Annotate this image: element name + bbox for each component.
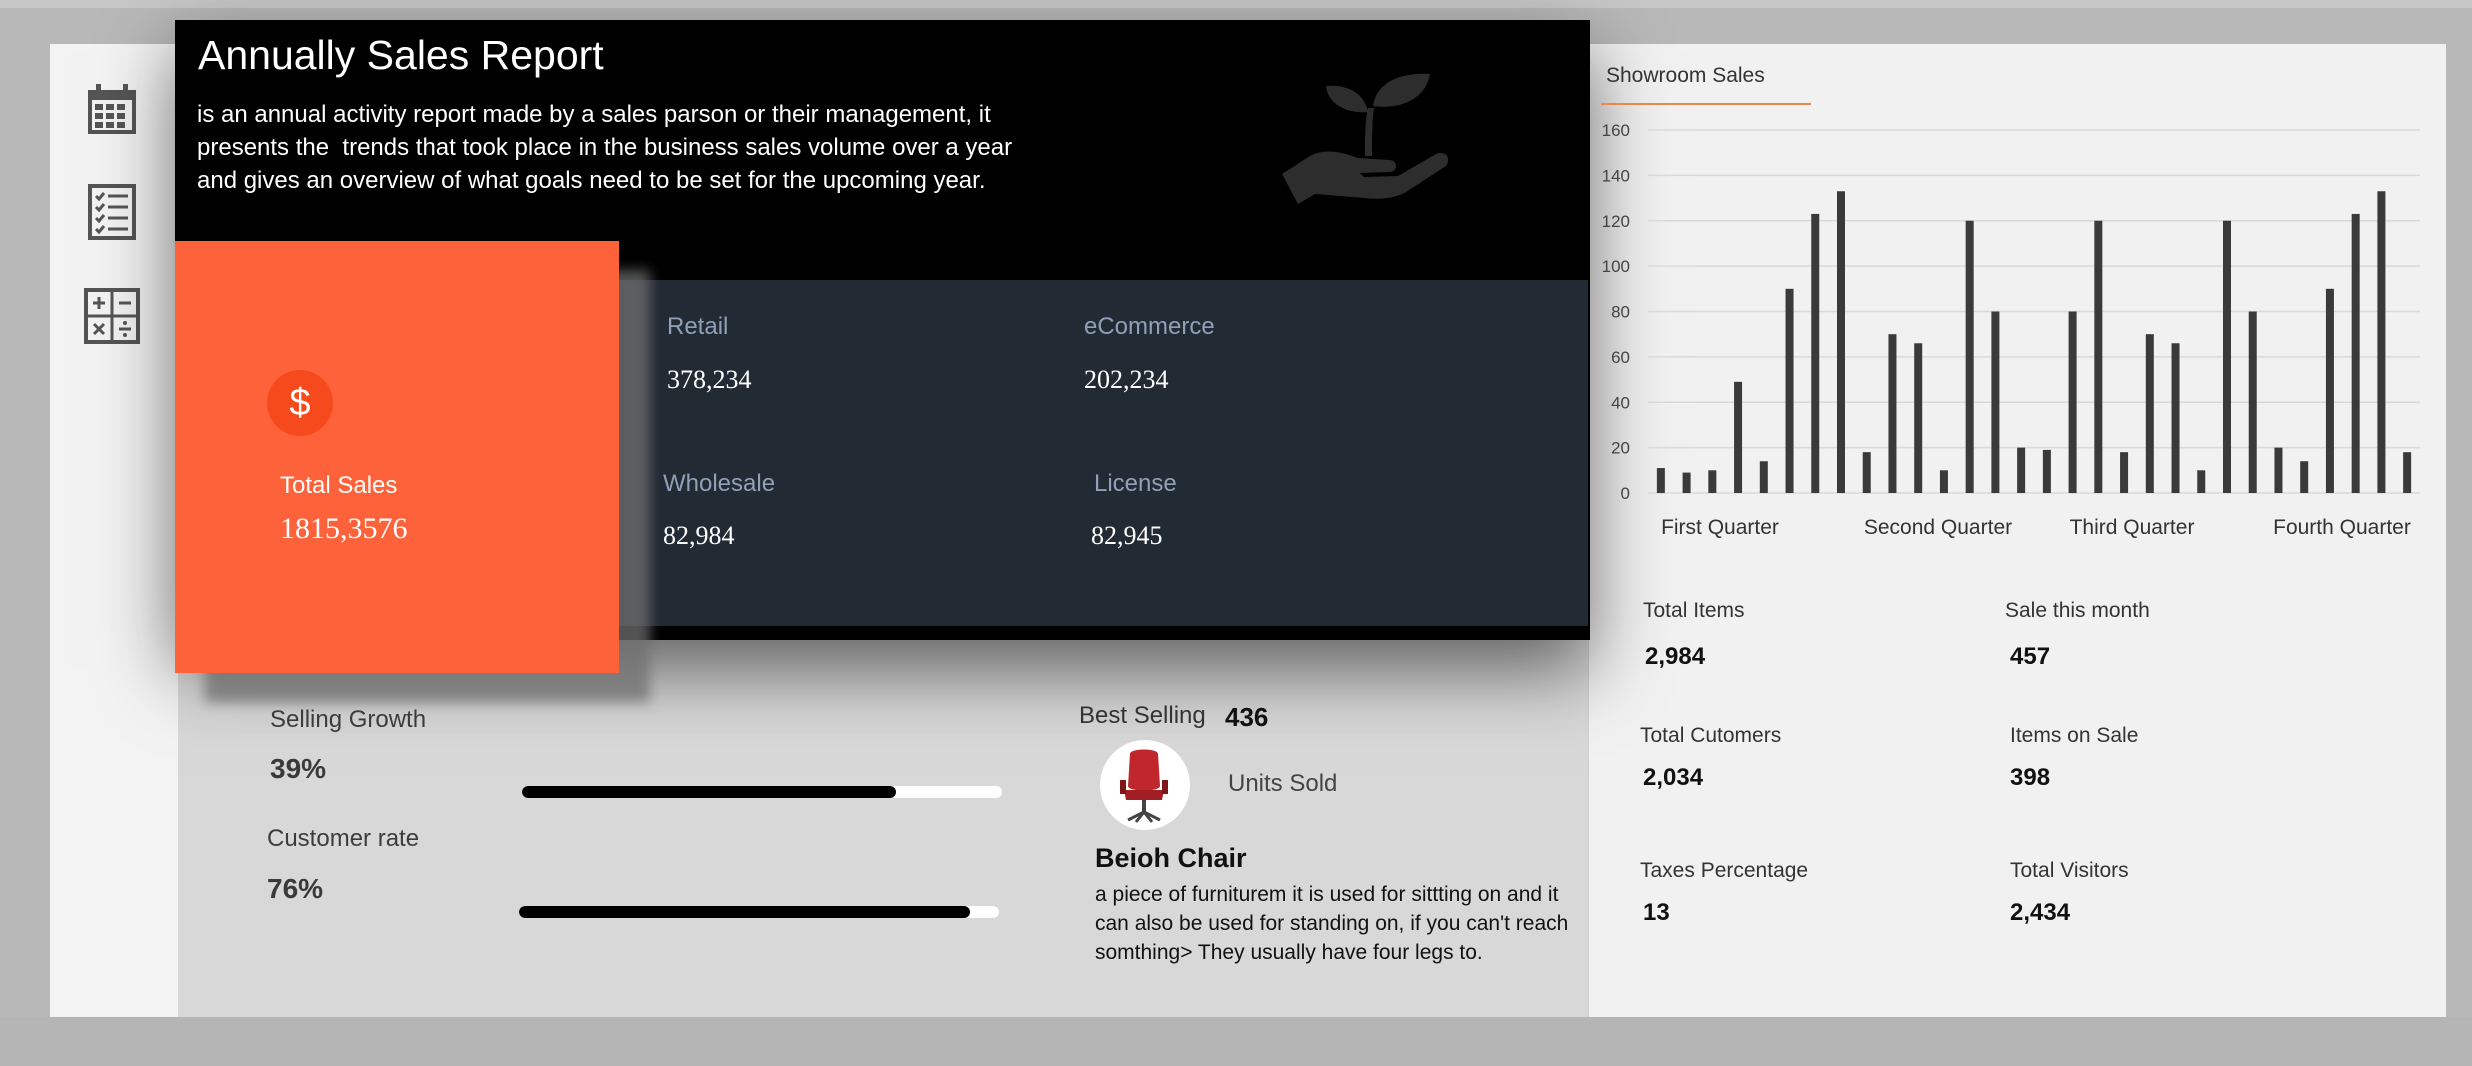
- best-selling-value: 436: [1225, 702, 1269, 732]
- kpi-value-sale-this-month: 457: [2010, 643, 2051, 670]
- retail-label: Retail: [667, 313, 729, 340]
- kpi-label-total-customers: Total Cutomers: [1640, 724, 1782, 747]
- product-image[interactable]: [1100, 740, 1190, 830]
- customer-rate-label: Customer rate: [267, 825, 420, 852]
- product-description: a piece of furniturem it is used for sittting on and it can also be used for standing on, if you can't reach somthing> They usually have four legs to.: [1095, 883, 1569, 964]
- chart-bar: [1888, 334, 1896, 493]
- chart-bar: [1708, 470, 1716, 493]
- x-category-label: Third Quarter: [2069, 516, 2195, 539]
- chart-bar: [2249, 312, 2257, 494]
- chart-bar: [1914, 343, 1922, 493]
- chart-bar: [2172, 343, 2180, 493]
- wholesale-label: Wholesale: [663, 470, 776, 497]
- showroom-sales-chart: [1590, 112, 2440, 552]
- license-value: 82,945: [1091, 521, 1163, 550]
- y-tick-label: 40: [1611, 393, 1630, 413]
- chart-title-tab[interactable]: Showroom Sales: [1606, 64, 1765, 87]
- chart-bar: [2274, 448, 2282, 493]
- chart-bar: [2300, 461, 2308, 493]
- kpi-value-total-customers: 2,034: [1643, 764, 1704, 791]
- y-tick-label: 80: [1611, 302, 1630, 322]
- selling-growth-bar-fill: [522, 786, 896, 798]
- license-label: License: [1094, 470, 1177, 497]
- chart-bar: [2377, 191, 2385, 493]
- chart-bar: [2120, 452, 2128, 493]
- ecommerce-label: eCommerce: [1084, 313, 1215, 340]
- selling-growth-bar: [522, 786, 1002, 798]
- chart-bar: [1966, 221, 1974, 493]
- kpi-label-total-visitors: Total Visitors: [2010, 859, 2129, 882]
- chart-bar: [1837, 191, 1845, 493]
- dollar-icon: $: [267, 370, 333, 436]
- y-tick-label: 0: [1620, 484, 1630, 503]
- y-tick-label: 120: [1601, 211, 1630, 231]
- kpi-label-items-on-sale: Items on Sale: [2010, 724, 2139, 747]
- kpi-value-total-visitors: 2,434: [2010, 899, 2071, 926]
- selling-growth-label: Selling Growth: [270, 706, 427, 733]
- chart-bar: [2094, 221, 2102, 493]
- checklist-icon[interactable]: [84, 184, 140, 240]
- chart-bar: [1683, 473, 1691, 493]
- page-title: Annually Sales Report: [198, 32, 604, 78]
- x-category-label: Second Quarter: [1863, 516, 2013, 539]
- y-tick-label: 60: [1611, 347, 1630, 367]
- chart-bar: [2043, 450, 2051, 493]
- ecommerce-value: 202,234: [1084, 365, 1169, 394]
- total-sales-label: Total Sales: [280, 472, 398, 499]
- y-tick-label: 160: [1601, 121, 1630, 140]
- chart-bar: [1863, 452, 1871, 493]
- total-sales-value: 1815,3576: [280, 512, 408, 545]
- customer-rate-bar-fill: [519, 906, 970, 918]
- chart-tab-underline: [1601, 103, 1811, 105]
- units-sold-label: Units Sold: [1228, 770, 1338, 797]
- y-tick-label: 20: [1611, 438, 1630, 458]
- kpi-label-sale-this-month: Sale this month: [2005, 599, 2150, 622]
- chart-bar: [2326, 289, 2334, 493]
- kpi-label-taxes-percentage: Taxes Percentage: [1640, 859, 1809, 882]
- customer-rate-value: 76%: [267, 873, 324, 904]
- chart-bar: [2403, 452, 2411, 493]
- chart-bar: [2069, 312, 2077, 494]
- chart-bar: [1786, 289, 1794, 493]
- kpi-value-items-on-sale: 398: [2010, 764, 2051, 791]
- kpi-value-taxes-percentage: 13: [1643, 899, 1670, 926]
- wholesale-value: 82,984: [663, 521, 735, 550]
- chair-icon: [1100, 740, 1190, 830]
- selling-growth-value: 39%: [270, 753, 327, 784]
- window-top-strip: [0, 0, 2472, 8]
- y-tick-label: 100: [1601, 257, 1630, 277]
- calendar-icon[interactable]: [84, 82, 140, 138]
- y-tick-label: 140: [1601, 166, 1630, 186]
- chart-bar: [2197, 470, 2205, 493]
- chart-bar: [1991, 312, 1999, 494]
- x-category-label: Fourth Quarter: [2273, 516, 2411, 539]
- kpi-label-total-items: Total Items: [1643, 599, 1745, 622]
- chart-bar: [2352, 214, 2360, 493]
- chart-bar: [1940, 470, 1948, 493]
- retail-value: 378,234: [667, 365, 752, 394]
- customer-rate-bar: [519, 906, 999, 918]
- kpi-value-total-items: 2,984: [1645, 643, 1706, 670]
- chart-bar: [1657, 468, 1665, 493]
- chart-bar: [2146, 334, 2154, 493]
- calculator-icon[interactable]: [84, 288, 140, 344]
- horizontal-scrollbar[interactable]: [0, 1017, 2472, 1066]
- chart-bar: [2223, 221, 2231, 493]
- report-description: is an annual activity report made by a sales parson or their management, it presents the trends that took place in the business sales volume over a year and gives an overview of what goals need to be set for the upcoming year.: [197, 101, 1013, 194]
- x-category-label: First Quarter: [1661, 516, 1779, 539]
- total-sales-card: [175, 241, 619, 673]
- chart-bar: [1734, 382, 1742, 493]
- product-name: Beioh Chair: [1095, 843, 1247, 873]
- plant-hand-icon: [1280, 66, 1460, 206]
- chart-bar: [2017, 448, 2025, 493]
- best-selling-label: Best Selling: [1079, 702, 1206, 729]
- chart-bar: [1811, 214, 1819, 493]
- chart-bar: [1760, 461, 1768, 493]
